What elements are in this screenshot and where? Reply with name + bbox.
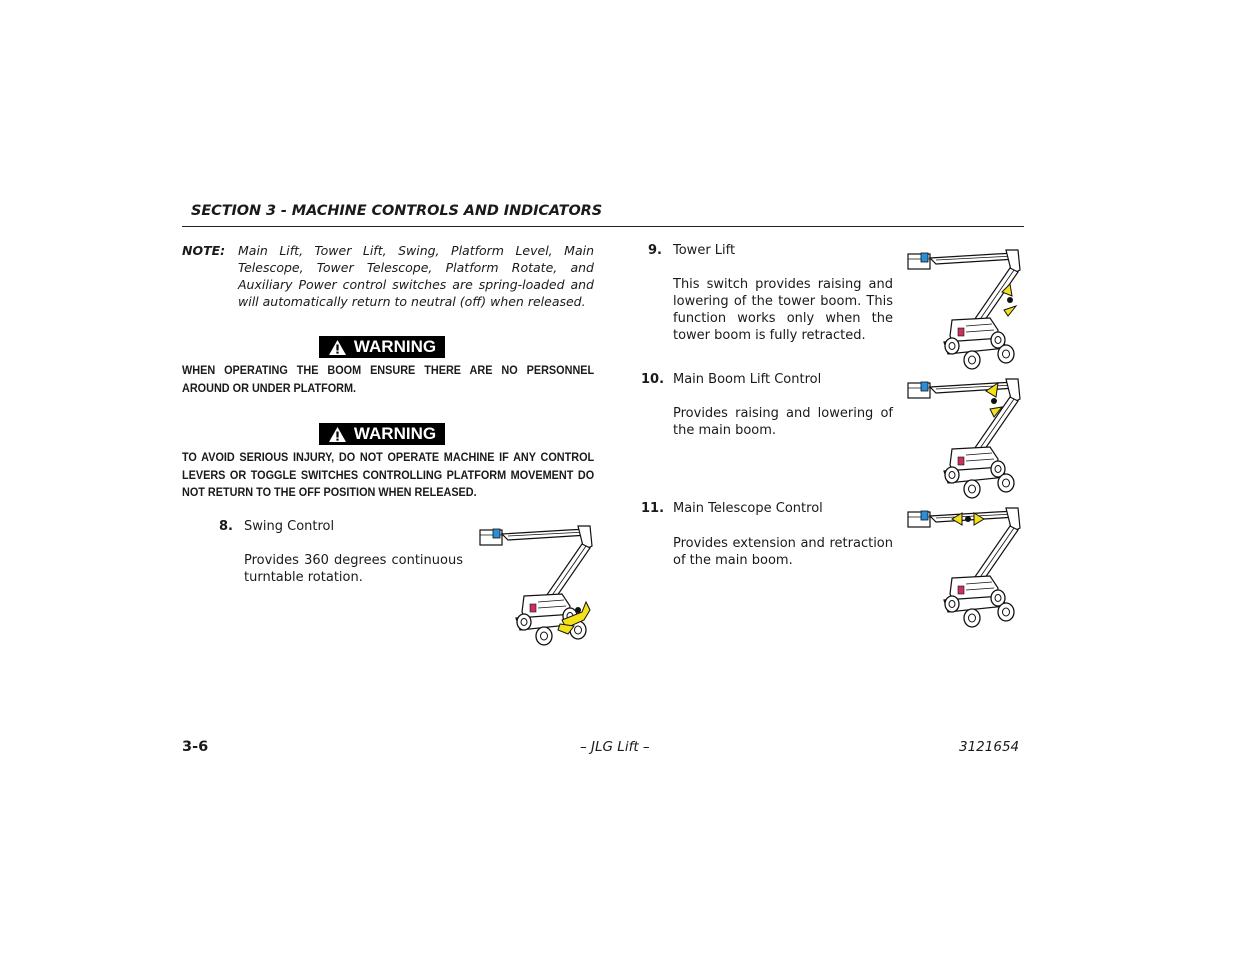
section-title: SECTION 3 - MACHINE CONTROLS AND INDICATORS — [191, 203, 603, 219]
warning-text-2: TO AVOID SERIOUS INJURY, DO NOT OPERATE MACHINE IF ANY CONTROL LEVERS OR TOGGLE SWITCHES CONTROLLING PLATFORM MOVEMENT DO NOT RETURN TO THE OFF POSITION WHEN RELEASED. — [182, 450, 595, 499]
warning-badge-label: WARNING — [353, 424, 437, 443]
warning-badge-1 — [319, 336, 445, 358]
main-telescope-machine-icon — [906, 506, 1022, 630]
note-label: NOTE: — [182, 243, 226, 258]
item-body: Provides raising and lowering of the main boom. — [673, 406, 893, 438]
item-number: 9. — [648, 243, 662, 258]
note-text: Main Lift, Tower Lift, Swing, Platform Level, Main Telescope, Tower Telescope, Platform Rotate, and Auxiliary Power control switches are spring-loaded and will automatically return to neutral (off) when released. — [238, 243, 594, 309]
warning-text-1: WHEN OPERATING THE BOOM ENSURE THERE ARE NO PERSONNEL AROUND OR UNDER PLATFORM. — [182, 363, 595, 395]
item-body: This switch provides raising and lowering of the tower boom. This function works only when the tower boom is fully retracted. — [673, 277, 893, 343]
warning-triangle-icon — [328, 339, 347, 356]
warning-badge-2 — [319, 423, 445, 445]
item-number: 8. — [219, 519, 233, 534]
item-body: Provides extension and retraction of the main boom. — [673, 536, 893, 568]
doc-number: 3121654 — [959, 739, 1020, 755]
item-title: Swing Control — [244, 519, 335, 534]
page-number: 3-6 — [182, 739, 209, 755]
swing-machine-icon — [478, 524, 594, 648]
item-title: Main Boom Lift Control — [673, 372, 822, 387]
header-rule — [182, 226, 1024, 227]
main-boom-lift-machine-icon — [906, 377, 1022, 501]
warning-triangle-icon — [328, 426, 347, 443]
footer-center: – JLG Lift – — [580, 739, 650, 755]
item-title: Main Telescope Control — [673, 501, 823, 516]
item-title: Tower Lift — [673, 243, 736, 258]
item-body: Provides 360 degrees continuous turntable rotation. — [244, 553, 463, 585]
item-number: 11. — [641, 501, 665, 516]
warning-badge-label: WARNING — [353, 337, 437, 356]
tower-lift-machine-icon — [906, 248, 1022, 372]
item-number: 10. — [641, 372, 665, 387]
